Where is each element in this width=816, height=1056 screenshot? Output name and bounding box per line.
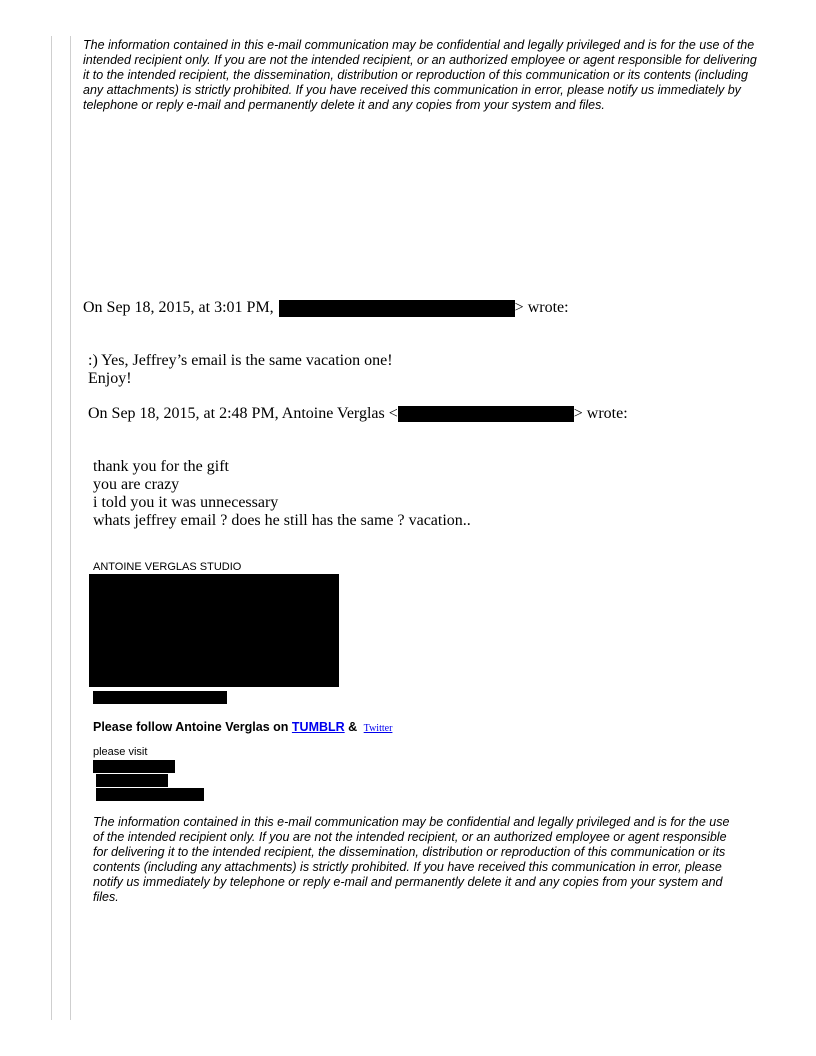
follow-text: Please follow Antoine Verglas on — [93, 720, 289, 734]
redacted-email — [279, 300, 515, 317]
message-2-line: i told you it was unnecessary — [93, 494, 279, 511]
message-2 — [93, 458, 471, 530]
message-2-line: whats jeffrey email ? does he still has the same ? vacation.. — [93, 512, 471, 529]
message-1-line: Enjoy! — [88, 370, 132, 387]
follow-line — [93, 720, 392, 736]
signature-studio: ANTOINE VERGLAS STUDIO — [93, 561, 242, 573]
message-2-line: thank you for the gift — [93, 458, 229, 475]
quote-header-2-suffix: > wrote: — [573, 405, 628, 422]
quote-header-1-suffix: > wrote: — [514, 299, 569, 316]
quote-bar-outer — [51, 36, 52, 1020]
quote-header-1-prefix: On Sep 18, 2015, at 3:01 PM, — [83, 299, 274, 316]
tumblr-link[interactable]: TUMBLR — [291, 720, 345, 734]
disclaimer-top: The information contained in this e-mail communication may be confidential and legally privileged and is for the use of the intended recipient only. If you are not the intended recipient, or an authorized employee or agent responsible for delivering it to the intended recipient, the dissemination, distribution or reproduction of this communication or its contents (including any attachments) is strictly prohibited. If you have received this communication in error, please notify us immediately by telephone or reply e-mail and permanently delete it and any copies from your system and files. — [83, 38, 757, 112]
quote-header-2 — [88, 405, 628, 423]
redacted-email — [398, 406, 574, 422]
quote-header-1 — [83, 299, 569, 317]
message-2-line: you are crazy — [93, 476, 180, 493]
message-1 — [88, 352, 393, 388]
redacted-signature-block — [89, 574, 339, 687]
ampersand: & — [348, 720, 358, 734]
quote-header-2-prefix: On Sep 18, 2015, at 2:48 PM, Antoine Verglas < — [88, 405, 398, 422]
twitter-link[interactable]: Twitter — [363, 723, 393, 734]
please-visit: please visit — [93, 746, 148, 758]
redacted-signature-line — [93, 691, 227, 704]
redacted-website-3 — [96, 788, 204, 801]
disclaimer-bottom: The information contained in this e-mail communication may be confidential and legally privileged and is for the use of the intended recipient only. If you are not the intended recipient, or an authorized employee or agent responsible for delivering it to the intended recipient, the dissemination, distribution or reproduction of this communication or its contents (including any attachments) is strictly prohibited. If you have received this communication in error, please notify us immediately by telephone or reply e-mail and permanently delete it and any copies from your system and files. — [93, 815, 730, 904]
redacted-website-1 — [93, 760, 175, 773]
redacted-website-2 — [96, 774, 168, 787]
quote-bar-inner — [70, 36, 71, 1020]
message-1-line: :) Yes, Jeffrey’s email is the same vacation one! — [88, 352, 393, 369]
